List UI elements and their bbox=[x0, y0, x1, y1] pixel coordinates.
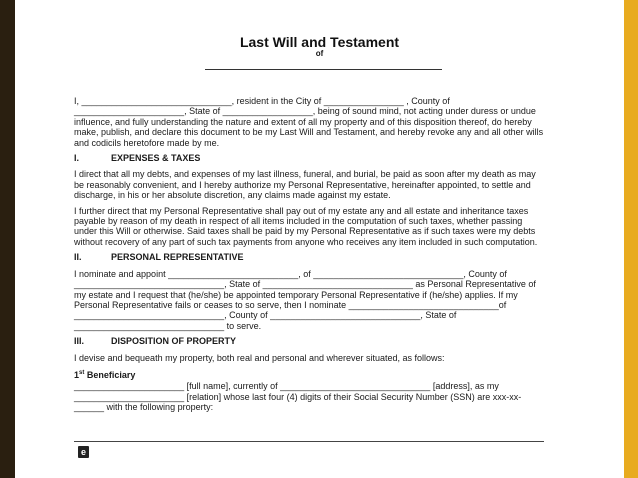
name-blank-line bbox=[205, 69, 442, 70]
section-heading-expenses bbox=[74, 153, 544, 163]
beneficiary-number: 1 bbox=[74, 369, 80, 380]
section-number: III. bbox=[74, 336, 85, 347]
document-logo-icon: e bbox=[78, 446, 89, 458]
document-body bbox=[74, 96, 544, 418]
section-title: PERSONAL REPRESENTATIVE bbox=[111, 252, 244, 263]
document-title: Last Will and Testament bbox=[239, 34, 400, 50]
section-heading-disposition bbox=[74, 336, 544, 346]
intro-paragraph: I, ______________________________, resident in the City of ________________ , County of ______________________, State of __________________, being of sound mind, not acting under duress or undue influence, and fully understanding the nature and extent of all my property and of this disposition thereof, do hereby make, publish, and declare this document to be my Last Will and Testament, and hereby revoke any and all other wills and codicils heretofore made by me. bbox=[74, 96, 544, 148]
beneficiary-paragraph: ______________________ [full name], currently of ______________________________ [address], as my ______________________ [relation] whose last four (4) digits of their Social Security Number (SSN) are xxx-xx-______ with the following property: bbox=[74, 381, 522, 413]
beneficiary-label: Beneficiary bbox=[84, 369, 136, 380]
document-subtitle: of bbox=[315, 49, 324, 58]
representative-paragraph: I nominate and appoint __________________________, of ______________________________, County of ______________________________, State of ______________________________ as Personal Representative of my estate and I request that (he/she) be appointed temporary Personal Representative if (he/she) applies. If my Personal Representative fails or ceases to so serve, then I nominate ______________________________of ______________________________, County of ______________________________, State of ______________________________ to serve. bbox=[74, 268, 536, 331]
expenses-paragraph-1: I direct that all my debts, and expenses of my last illness, funeral, and burial, be paid as soon after my death as may be reasonably convenient, and I hereby authorize my Personal Representative, hereinafter appointed, to settle and discharge, in his or her absolute discretion, any claims made against my estate. bbox=[74, 169, 536, 201]
section-number: I. bbox=[74, 153, 80, 164]
beneficiary-heading bbox=[74, 368, 544, 380]
beneficiary-ordinal: st bbox=[79, 369, 85, 376]
section-title: EXPENSES & TAXES bbox=[111, 153, 201, 164]
property-blank-line bbox=[74, 441, 544, 442]
section-title: DISPOSITION OF PROPERTY bbox=[111, 336, 237, 347]
right-frame-border bbox=[624, 0, 638, 478]
section-heading-representative bbox=[74, 252, 544, 262]
expenses-paragraph-2: I further direct that my Personal Representative shall pay out of my estate any and all estate and inheritance taxes payable by reason of my death in respect of all items included in the computation of such taxes, whether passing under this Will or otherwise. Said taxes shall be paid by my Personal Representative as if such taxes were my debts without recovery of any part of such tax payments from anyone who receives any item included in such computation. bbox=[74, 205, 538, 247]
left-frame-border bbox=[0, 0, 15, 478]
disposition-paragraph: I devise and bequeath my property, both real and personal and wherever situated, as follows: bbox=[74, 352, 445, 363]
section-number: II. bbox=[74, 252, 82, 263]
